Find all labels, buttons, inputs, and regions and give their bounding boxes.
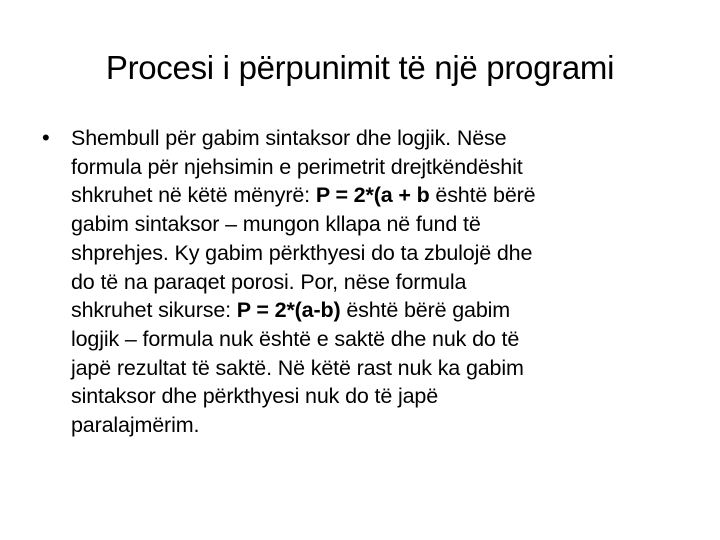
text-line: formula për njehsimin e perimetrit drejtkëndëshit	[71, 154, 523, 179]
text-line: gabim sintaksor – mungon kllapa në fund të	[71, 212, 481, 237]
text-line: shprehjes. Ky gabim përkthyesi do ta zbulojë dhe	[71, 240, 533, 265]
bullet-marker: •	[42, 125, 50, 150]
formula-logic-error: P = 2*(a-b)	[236, 298, 341, 323]
formula-syntax-error: P = 2*(a + b	[315, 183, 430, 208]
text-line: do të na paraqet porosi. Por, nëse formula	[71, 269, 467, 294]
text-line: shkruhet sikurse: P = 2*(a-b) është bërë gabim	[71, 298, 511, 323]
bullet-text	[71, 124, 676, 440]
text-line: logjik – formula nuk është e saktë dhe nuk do të	[71, 326, 520, 351]
text-line: Shembull për gabim sintaksor dhe logjik. Nëse	[71, 126, 507, 150]
slide-title: Procesi i përpunimit të një programi	[105, 49, 615, 86]
text-line: paralajmërim.	[71, 413, 200, 438]
text-line: shkruhet në këtë mënyrë: P = 2*(a + b është bërë	[71, 183, 536, 208]
text-line: sintaksor dhe përkthyesi nuk do të japë	[71, 384, 439, 409]
slide-body	[36, 124, 676, 440]
text-line: japë rezultat të saktë. Në këtë rast nuk ka gabim	[71, 355, 524, 380]
bullet-item	[36, 124, 676, 440]
